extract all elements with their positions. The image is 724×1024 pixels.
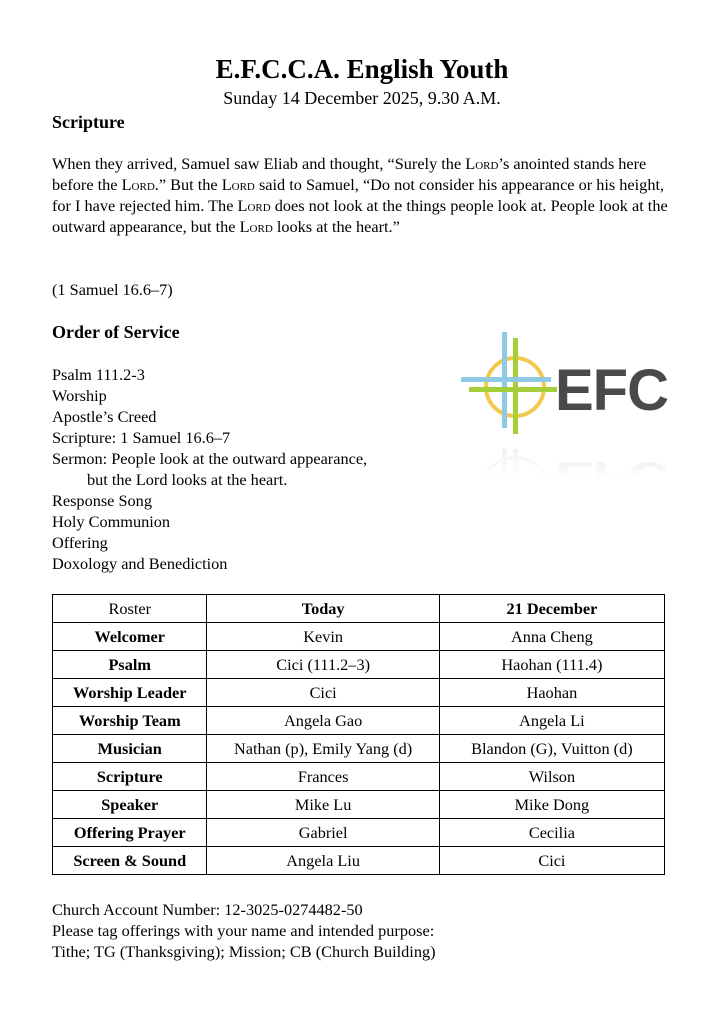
roster-role-cell: Offering Prayer [53,819,207,847]
scripture-lord: Lord [239,217,273,236]
roster-role-cell: Worship Team [53,707,207,735]
roster-role-cell: Worship Leader [53,679,207,707]
roster-table [52,594,665,875]
scripture-lord: Lord [221,175,255,194]
roster-person-cell: Mike Lu [207,791,439,819]
service-date: Sunday 14 December 2025, 9.30 A.M. [223,88,501,108]
roster-header-cell: Today [207,595,439,623]
service-item: Apostle’s Creed [52,407,157,426]
order-of-service-list [52,364,367,574]
service-item: Worship [52,386,107,405]
service-item: Psalm 111.2-3 [52,365,145,384]
service-item: Offering [52,533,108,552]
roster-person-cell: Mike Dong [439,791,664,819]
table-row [53,791,665,819]
scripture-segment: .” But the [154,175,222,194]
account-number: Church Account Number: 12-3025-0274482-50 [52,900,363,919]
roster-person-cell: Cecilia [439,819,664,847]
service-item: Response Song [52,491,152,510]
scripture-reference: (1 Samuel 16.6–7) [52,280,173,299]
roster-header-cell: Roster [53,595,207,623]
roster-person-cell: Blandon (G), Vuitton (d) [439,735,664,763]
table-row [53,735,665,763]
offering-instructions: Please tag offerings with your name and intended purpose: [52,921,435,940]
roster-person-cell: Cici (111.2–3) [207,651,439,679]
service-item: Sermon: People look at the outward appearance, [52,449,368,468]
roster-person-cell: Wilson [439,763,664,791]
roster-person-cell: Haohan (111.4) [439,651,664,679]
table-row [53,651,665,679]
scripture-segment: said to Samuel, “Do not consider his appearance or his height, for I have rejected him. The [52,175,665,215]
scripture-segment: When they arrived, Samuel saw Eliab and thought, “Surely the [52,154,466,173]
roster-role-cell: Screen & Sound [53,847,207,875]
table-row [53,679,665,707]
scripture-lord: Lord [121,175,155,194]
scripture-lord: Lord [237,196,271,215]
roster-person-cell: Gabriel [207,819,439,847]
service-item: but the Lord looks at the heart. [87,470,288,489]
service-item: Scripture: 1 Samuel 16.6–7 [52,428,231,447]
service-item: Holy Communion [52,512,171,531]
table-row [53,707,665,735]
cross-icon [461,332,557,434]
roster-header-cell: 21 December [439,595,664,623]
scripture-segment: does not look at the things people look at. People look at the outward appearance, but the [52,196,668,236]
roster-role-cell: Speaker [53,791,207,819]
footer [52,899,436,962]
efc-logo [425,328,685,478]
roster-role-cell: Psalm [53,651,207,679]
roster-person-cell: Anna Cheng [439,623,664,651]
roster-person-cell: Kevin [207,623,439,651]
logo-text: EFC [555,358,668,423]
order-of-service-heading: Order of Service [52,322,180,342]
offering-categories: Tithe; TG (Thanksgiving); Mission; CB (Church Building) [52,942,436,961]
roster-role-cell: Scripture [53,763,207,791]
table-row [53,623,665,651]
roster-header-row [53,595,665,623]
roster-person-cell: Haohan [439,679,664,707]
page-title: E.F.C.C.A. English Youth [215,54,509,84]
service-item: Doxology and Benediction [52,554,228,573]
scripture-segment: looks at the heart.” [272,217,400,236]
roster-person-cell: Cici [439,847,664,875]
scripture-lord: Lord [465,154,499,173]
roster-person-cell: Frances [207,763,439,791]
table-row [53,763,665,791]
table-row [53,847,665,875]
roster-person-cell: Angela Li [439,707,664,735]
roster-person-cell: Nathan (p), Emily Yang (d) [207,735,439,763]
table-row [53,819,665,847]
roster-role-cell: Musician [53,735,207,763]
roster-person-cell: Cici [207,679,439,707]
roster-role-cell: Welcomer [53,623,207,651]
roster-person-cell: Angela Liu [207,847,439,875]
scripture-segment: ’s anointed stands here before the [52,154,647,194]
roster-person-cell: Angela Gao [207,707,439,735]
scripture-heading: Scripture [52,112,125,132]
scripture-text [52,153,677,237]
